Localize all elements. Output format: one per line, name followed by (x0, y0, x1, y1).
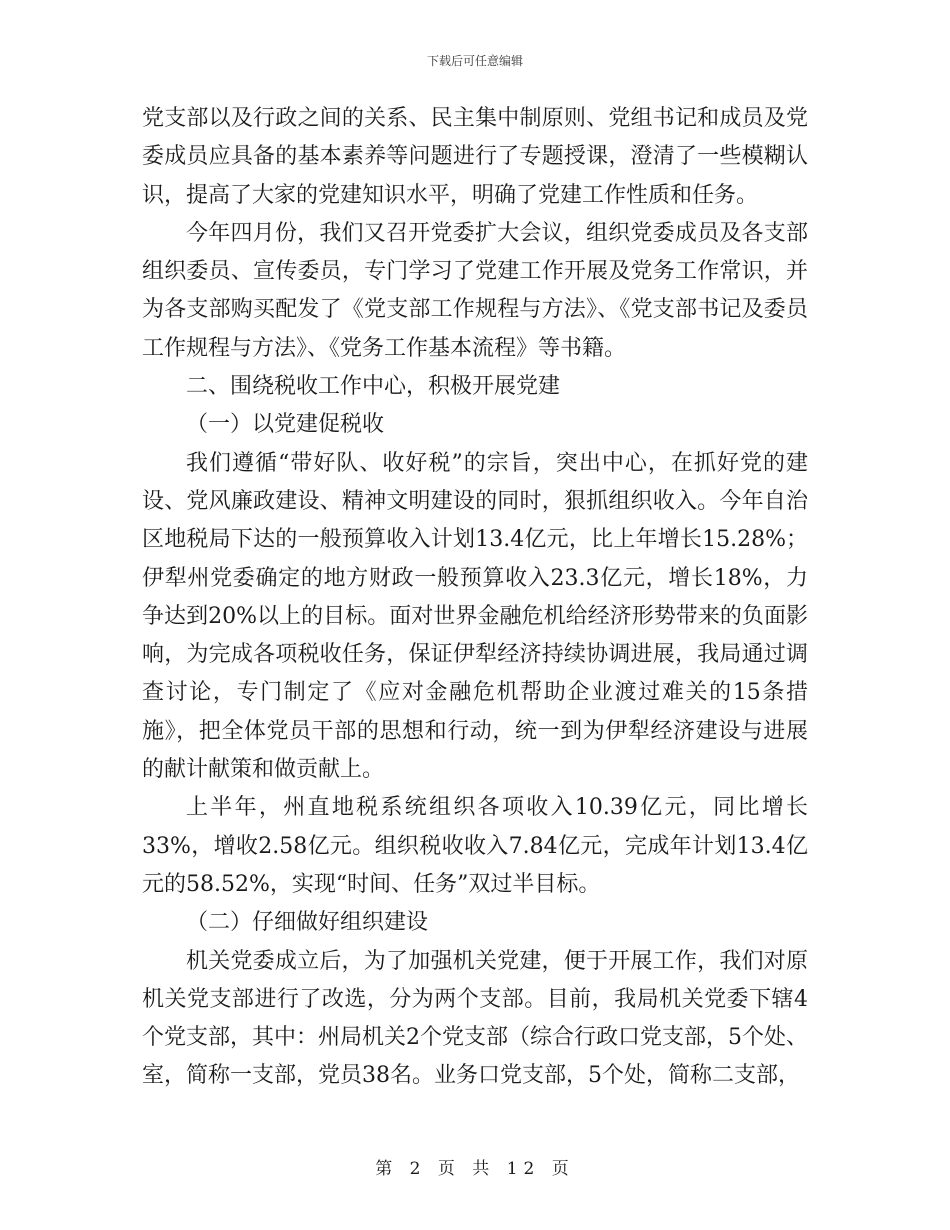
document-body (142, 100, 808, 1096)
subsection-heading: （二）仔细做好组织建设 (186, 910, 429, 936)
section-heading: 二、围绕税收工作中心，积极开展党建 (186, 374, 561, 400)
subsection-heading: （一）以党建促税收 (186, 412, 385, 438)
paragraph: 我们遵循“带好队、收好税”的宗旨，突出中心，在抓好党的建设、党风廉政建设、精神文明建设的同时，狠抓组织收入。今年自治区地税局下达的一般预算收入计划13.4亿元，比上年增长15.28%；伊犁州党委确定的地方财政一般预算收入23.3亿元，增长18%，力争达到20%以上的目标。面对世界金融危机给经济形势带来的负面影响，为完成各项税收任务，保证伊犁经济持续协调进展，我局通过调查讨论，专门制定了《应对金融危机帮助企业渡过难关的15条措施》，把全体党员干部的思想和行动，统一到为伊犁经济建设与进展的献计献策和做贡献上。 (142, 450, 808, 783)
paragraph: 党支部以及行政之间的关系、民主集中制原则、党组书记和成员及党委成员应具备的基本素养等问题进行了专题授课，澄清了一些模糊认识，提高了大家的党建知识水平，明确了党建工作性质和任务。 (142, 106, 808, 208)
paragraph: 今年四月份，我们又召开党委扩大会议，组织党委成员及各支部组织委员、宣传委员，专门学习了党建工作开展及党务工作常识，并为各支部购买配发了《党支部工作规程与方法》、《党支部书记及委员工作规程与方法》、《党务工作基本流程》等书籍。 (142, 220, 808, 361)
paragraph: 机关党委成立后，为了加强机关党建，便于开展工作，我们对原机关党支部进行了改选，分为两个支部。目前，我局机关党委下辖4个党支部，其中：州局机关2个党支部（综合行政口党支部，5个处、室，简称一支部，党员38名。业务口党支部，5个处，简称二支部， (142, 948, 808, 1089)
paragraph: 上半年，州直地税系统组织各项收入10.39亿元，同比增长33%，增收2.58亿元。组织税收收入7.84亿元，完成年计划13.4亿元的58.52%，实现“时间、任务”双过半目标。 (142, 795, 808, 897)
page-footer: 第 2 页 共 12 页 (375, 1159, 575, 1179)
page-header: 下载后可任意编辑 (426, 54, 523, 68)
